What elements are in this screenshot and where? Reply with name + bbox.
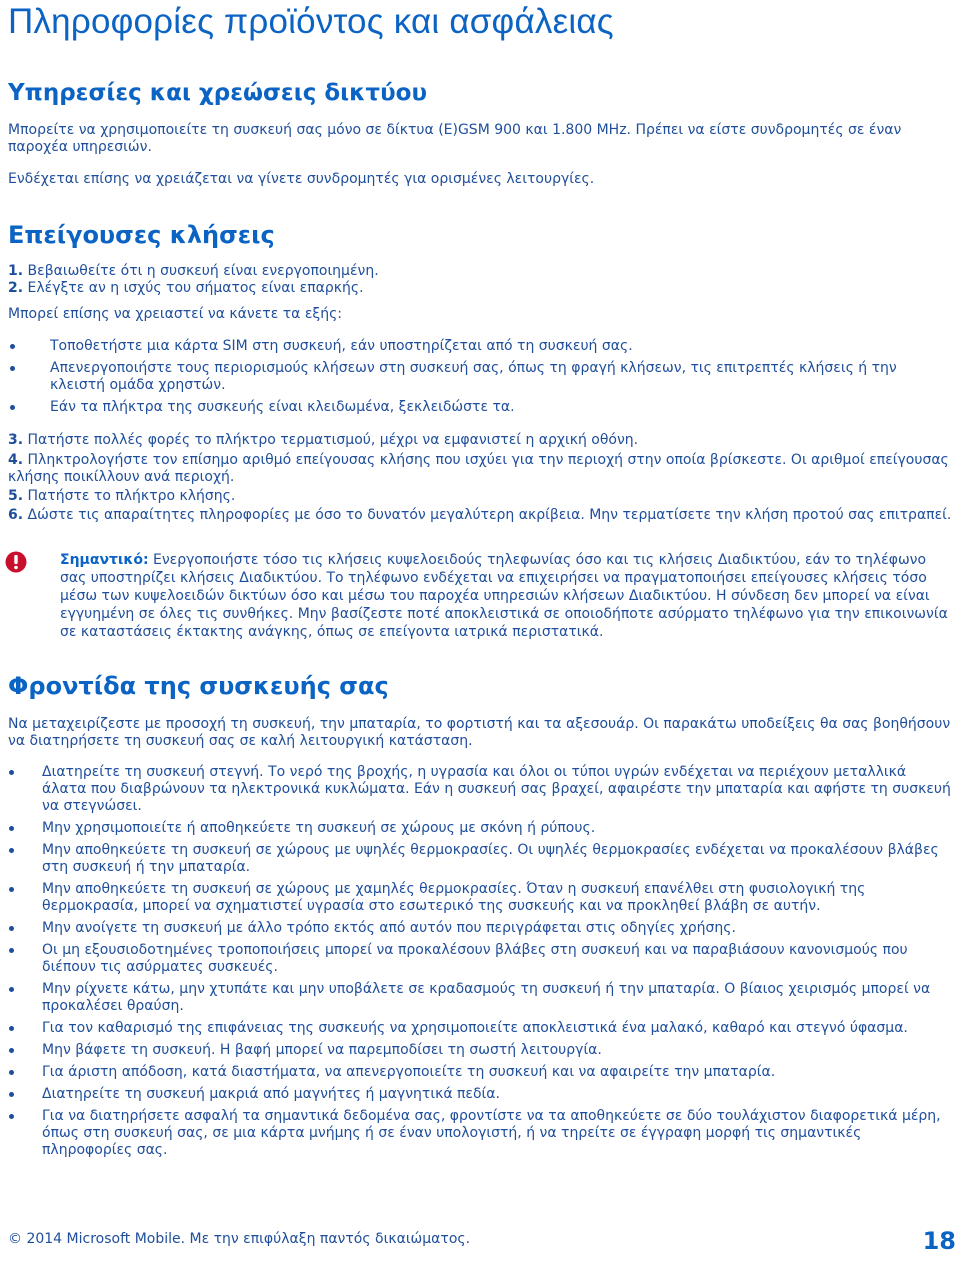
step-text: Πατήστε το πλήκτρο κλήσης. bbox=[27, 488, 236, 504]
list-item: Μην αποθηκεύετε τη συσκευή σε χώρους με υψηλές θερμοκρασίες. Οι υψηλές θερμοκρασίες ενδέχεται να προκαλέσουν βλάβες στη συσκευή ή την μπαταρία. bbox=[42, 842, 954, 876]
list-item: Διατηρείτε τη συσκευή στεγνή. Το νερό της βροχής, η υγρασία και όλοι οι τύποι υγρών ενδέχεται να περιέχουν μεταλλικά άλατα που διαβρώνουν τα ηλεκτρονικά κυκλώματα. Εάν η συσκευή σας βραχεί, αφαιρέστε την μπαταρία και αφήστε τη συσκευή να στεγνώσει. bbox=[42, 764, 954, 815]
list-item: Μην ρίχνετε κάτω, μην χτυπάτε και μην υποβάλετε σε κραδασμούς τη συσκευή ή την μπαταρία. Ο βίαιος χειρισμός μπορεί να προκαλέσει θραύση. bbox=[42, 981, 954, 1015]
list-item: Μην χρησιμοποιείτε ή αποθηκεύετε τη συσκευή σε χώρους με σκόνη ή ρύπους. bbox=[42, 820, 954, 837]
list-item: Για άριστη απόδοση, κατά διαστήματα, να απενεργοποιείτε τη συσκευή και να αφαιρείτε την μπαταρία. bbox=[42, 1064, 954, 1081]
network-heading: Υπηρεσίες και χρεώσεις δικτύου bbox=[8, 80, 427, 106]
emergency-heading: Επείγουσες κλήσεις bbox=[8, 221, 275, 249]
step-number: 6. bbox=[8, 507, 24, 523]
exclamation-icon bbox=[5, 551, 27, 573]
important-note bbox=[60, 551, 955, 641]
step-text: Ελέγξτε αν η ισχύς του σήματος είναι επαρκής. bbox=[27, 280, 364, 296]
list-item: Τοποθετήστε μια κάρτα SIM στη συσκευή, εάν υποστηρίζεται από τη συσκευή σας. bbox=[50, 338, 952, 355]
step-number: 3. bbox=[8, 432, 24, 448]
list-item: Για να διατηρήσετε ασφαλή τα σημαντικά δεδομένα σας, φροντίστε να τα αποθηκεύετε σε δύο τουλάχιστον διαφορετικά μέρη, όπως στη συσκευή σας, σε μια κάρτα μνήμης ή σε έναν υπολογιστή, ή να τηρείτε σε έγγραφη μορφή τις σημαντικές πληροφορίες σας. bbox=[42, 1108, 954, 1159]
emergency-step-5 bbox=[8, 488, 235, 505]
list-item: Εάν τα πλήκτρα της συσκευής είναι κλειδωμένα, ξεκλειδώστε τα. bbox=[50, 399, 952, 416]
emergency-step-6 bbox=[8, 507, 953, 524]
emergency-step-3 bbox=[8, 432, 638, 449]
list-item: Οι μη εξουσιοδοτημένες τροποποιήσεις μπορεί να προκαλέσουν βλάβες στη συσκευή και να παραβιάσουν κανονισμούς που διέπουν τις ασύρματες συσκευές. bbox=[42, 942, 954, 976]
emergency-intro: Μπορεί επίσης να χρειαστεί να κάνετε τα εξής: bbox=[8, 306, 343, 322]
step-text: Πληκτρολογήστε τον επίσημο αριθμό επείγουσας κλήσης που ισχύει για την περιοχή στην οποία βρίσκεστε. Οι αριθμοί επείγουσας κλήσης ποικίλλουν ανά περιοχή. bbox=[8, 452, 949, 485]
step-text: Δώστε τις απαραίτητες πληροφορίες με όσο το δυνατόν μεγαλύτερη ακρίβεια. Μην τερματίσετε την κλήση προτού σας επιτραπεί. bbox=[27, 507, 952, 523]
step-text: Βεβαιωθείτε ότι η συσκευή είναι ενεργοποιημένη. bbox=[27, 263, 379, 279]
list-item: Μην ανοίγετε τη συσκευή με άλλο τρόπο εκτός από αυτόν που περιγράφεται στις οδηγίες χρήσης. bbox=[42, 920, 954, 937]
page-title: Πληροφορίες προϊόντος και ασφάλειας bbox=[8, 2, 614, 41]
list-item: Διατηρείτε τη συσκευή μακριά από μαγνήτες ή μαγνητικά πεδία. bbox=[42, 1086, 954, 1103]
network-paragraph-1: Μπορείτε να χρησιμοποιείτε τη συσκευή σας μόνο σε δίκτυα (E)GSM 900 και 1.800 MHz. Πρέπει να είστε συνδρομητές σε έναν παροχέα υπηρεσιών. bbox=[8, 122, 902, 155]
step-number: 4. bbox=[8, 452, 24, 468]
emergency-step-1 bbox=[8, 263, 379, 280]
list-item: Μην βάφετε τη συσκευή. Η βαφή μπορεί να παρεμποδίσει τη σωστή λειτουργία. bbox=[42, 1042, 954, 1059]
emergency-step-2 bbox=[8, 280, 364, 297]
step-text: Πατήστε πολλές φορές το πλήκτρο τερματισμού, μέχρι να εμφανιστεί η αρχική οθόνη. bbox=[27, 432, 639, 448]
copyright-footer: © 2014 Microsoft Mobile. Με την επιφύλαξη παντός δικαιώματος. bbox=[8, 1231, 471, 1247]
list-item: Απενεργοποιήστε τους περιορισμούς κλήσεων στη συσκευή σας, όπως τη φραγή κλήσεων, τις επιτρεπτές κλήσεις ή την κλειστή ομάδα χρηστών. bbox=[50, 360, 952, 394]
list-item: Μην αποθηκεύετε τη συσκευή σε χώρους με χαμηλές θερμοκρασίες. Όταν η συσκευή επανέλθει στη φυσιολογική της θερμοκρασία, μπορεί να σχηματιστεί υγρασία στο εσωτερικό της συσκευής και να προκληθεί βλάβη σε αυτήν. bbox=[42, 881, 954, 915]
step-number: 1. bbox=[8, 263, 24, 279]
device-care-heading: Φροντίδα της συσκευής σας bbox=[8, 672, 389, 700]
device-care-bullet-list bbox=[42, 764, 954, 1164]
page-number: 18 bbox=[922, 1227, 956, 1255]
step-number: 5. bbox=[8, 488, 24, 504]
step-number: 2. bbox=[8, 280, 24, 296]
network-paragraph-2: Ενδέχεται επίσης να χρειάζεται να γίνετε συνδρομητές για ορισμένες λειτουργίες. bbox=[8, 171, 595, 187]
list-item: Για τον καθαρισμό της επιφάνειας της συσκευής να χρησιμοποιείτε αποκλειστικά ένα μαλακό, καθαρό και στεγνό ύφασμα. bbox=[42, 1020, 954, 1037]
emergency-bullet-list bbox=[50, 338, 952, 421]
emergency-step-4 bbox=[8, 452, 953, 486]
device-care-intro: Να μεταχειρίζεστε με προσοχή τη συσκευή, την μπαταρία, το φορτιστή και τα αξεσουάρ. Οι παρακάτω υποδείξεις θα σας βοηθήσουν να διατηρήσετε τη συσκευή σας σε καλή λειτουργική κατάσταση. bbox=[8, 716, 951, 749]
note-label: Σημαντικό: bbox=[60, 552, 149, 568]
note-text: Ενεργοποιήστε τόσο τις κλήσεις κυψελοειδούς τηλεφωνίας όσο και τις κλήσεις Διαδικτύου, εάν το τηλέφωνο σας υποστηρίζει κλήσεις Διαδικτύου. Το τηλέφωνο ενδέχεται να επιχειρήσει να πραγματοποιήσει επείγουσες κλήσεις τόσο μέσω των κυψελοειδών δικτύων όσο και μέσω του παροχέα υπηρεσιών κλήσεων Διαδικτύου. Η σύνδεση δεν μπορεί να είναι εγγυημένη σε όλες τις συνθήκες. Μην βασίζεστε ποτέ αποκλειστικά σε οποιοδήποτε ασύρματο τηλέφωνο για την επικοινωνία σε καταστάσεις έκτακτης ανάγκης, όπως σε επείγοντα ιατρικά περιστατικά. bbox=[60, 552, 948, 640]
